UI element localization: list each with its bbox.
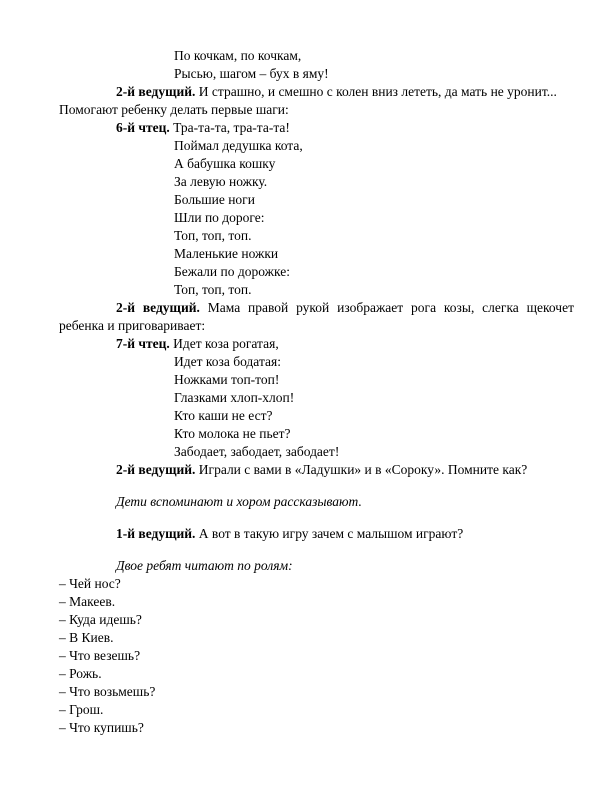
verse-line: Бежали по дорожке: — [174, 264, 290, 279]
speaker-label: 2-й ведущий. — [116, 300, 200, 315]
verse-line: Большие ноги — [174, 192, 255, 207]
verse-line: Топ, топ, топ. — [174, 228, 252, 243]
speaker-text: Тра-та-та, тра-та-та! — [169, 120, 290, 135]
stage-direction: Дети вспоминают и хором рассказывают. — [116, 494, 362, 509]
paragraph-first-line — [116, 84, 557, 100]
verse-line: За левую ножку. — [174, 174, 268, 189]
stage-direction: Двое ребят читают по ролям: — [116, 558, 293, 573]
verse-line: Маленькие ножки — [174, 246, 279, 261]
verse-line: Шли по дороге: — [174, 210, 265, 225]
paragraph-first-line — [116, 300, 574, 316]
speaker-text: Играли с вами в «Ладушки» и в «Сороку». Помните как? — [195, 462, 528, 477]
dialog-line: – Рожь. — [59, 666, 102, 681]
paragraph-continuation: Помогают ребенку делать первые шаги: — [59, 102, 289, 117]
verse-line: А бабушка кошку — [174, 156, 276, 171]
paragraph-continuation: ребенка и приговаривает: — [59, 318, 206, 333]
dialog-line: – Что купишь? — [59, 720, 144, 735]
dialog-line: – В Киев. — [59, 630, 114, 645]
speaker-text: Идет коза рогатая, — [169, 336, 279, 351]
verse-line: Глазками хлоп-хлоп! — [174, 390, 295, 405]
dialog-line: – Что возьмешь? — [59, 684, 156, 699]
speaker-text: Мама правой рукой изображает рога козы, слегка щекочет — [199, 300, 574, 315]
speaker-label: 6-й чтец. — [116, 120, 170, 135]
verse-line: Топ, топ, топ. — [174, 282, 252, 297]
verse-line: Поймал дедушка кота, — [174, 138, 303, 153]
dialog-line: – Что везешь? — [59, 648, 141, 663]
verse-line: По кочкам, по кочкам, — [174, 48, 302, 63]
dialog-line: – Грош. — [59, 702, 104, 717]
paragraph-first-line — [116, 120, 290, 136]
dialog-line: – Макеев. — [59, 594, 116, 609]
speaker-label: 2-й ведущий. — [116, 84, 196, 99]
dialog-line: – Куда идешь? — [59, 612, 142, 627]
speaker-text: А вот в такую игру зачем с малышом играют? — [195, 526, 464, 541]
verse-line: Кто молока не пьет? — [174, 426, 291, 441]
verse-line: Ножками топ-топ! — [174, 372, 280, 387]
speaker-text: И страшно, и смешно с колен вниз лететь, да мать не уронит... — [195, 84, 557, 99]
paragraph-first-line — [116, 462, 527, 478]
paragraph-first-line — [116, 336, 279, 352]
speaker-label: 7-й чтец. — [116, 336, 170, 351]
verse-line: Кто каши не ест? — [174, 408, 273, 423]
speaker-label: 2-й ведущий. — [116, 462, 196, 477]
dialog-line: – Чей нос? — [59, 576, 121, 591]
verse-line: Идет коза бодатая: — [174, 354, 281, 369]
verse-line: Рысью, шагом – бух в яму! — [174, 66, 329, 81]
speaker-label: 1-й ведущий. — [116, 526, 196, 541]
paragraph-first-line — [116, 526, 463, 542]
verse-line: Забодает, забодает, забодает! — [174, 444, 340, 459]
